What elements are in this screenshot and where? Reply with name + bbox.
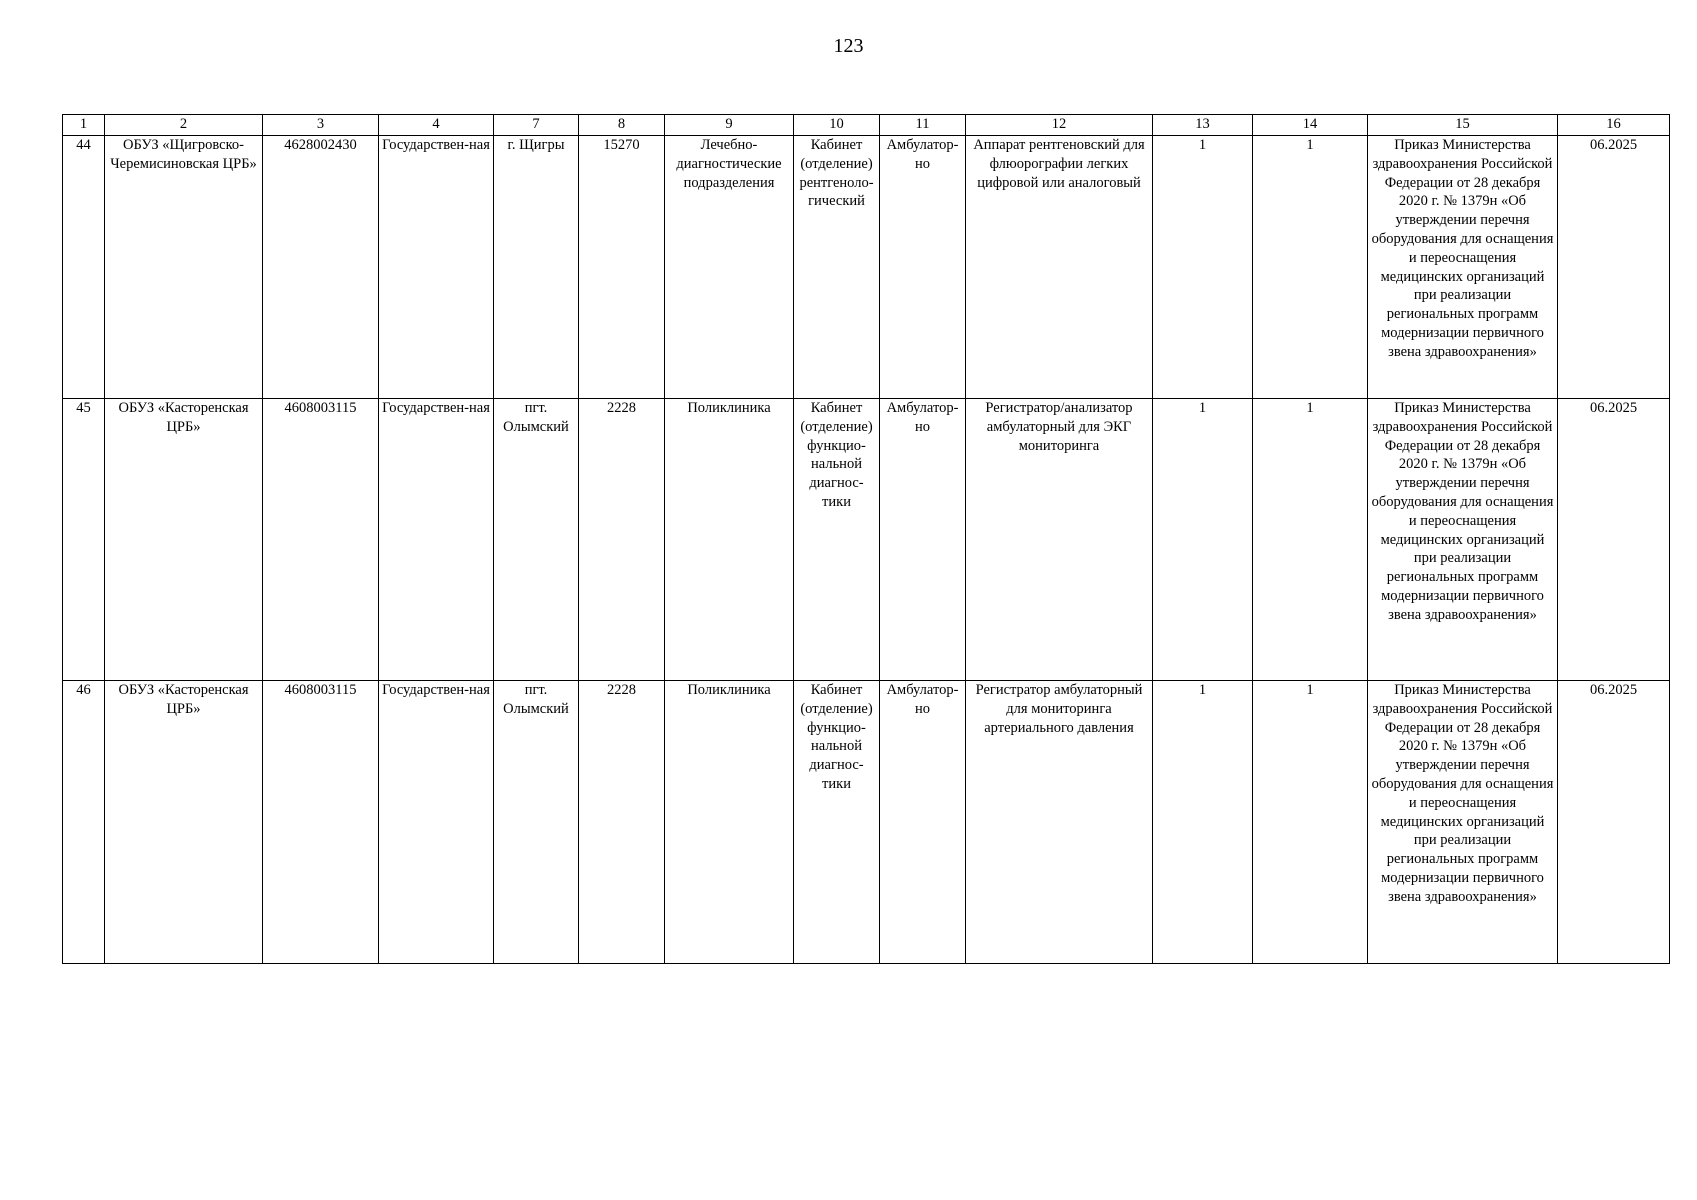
equipment-cell: Регистратор амбулаторный для мониторинга артериального давления: [966, 681, 1153, 964]
inn-cell: 4608003115: [263, 681, 379, 964]
ownership-cell: Государствен-ная: [379, 681, 494, 964]
organization-cell: ОБУЗ «Щигровско-Черемисиновская ЦРБ»: [105, 136, 263, 399]
header-row: [63, 115, 1670, 136]
subdivision-cell: Лечебно-диагностические подразделения: [665, 136, 794, 399]
population-cell: 2228: [579, 681, 665, 964]
care-type-cell: Амбулатор-но: [880, 136, 966, 399]
locality-cell: г. Щигры: [494, 136, 579, 399]
deadline-cell: 06.2025: [1558, 681, 1670, 964]
column-header: 3: [263, 115, 379, 136]
table-row: [63, 399, 1670, 681]
basis-cell: Приказ Министерства здравоохранения Российской Федерации от 28 декабря 2020 г. № 1379н «Об утверждении перечня оборудования для оснащения и переоснащения медицинских организаций при реализации региональных программ модернизации первичного звена здравоохранения»: [1368, 136, 1558, 399]
deadline-cell: 06.2025: [1558, 399, 1670, 681]
inn-cell: 4608003115: [263, 399, 379, 681]
column-header: 2: [105, 115, 263, 136]
column-header: 1: [63, 115, 105, 136]
column-header: 11: [880, 115, 966, 136]
deadline-cell: 06.2025: [1558, 136, 1670, 399]
organization-cell: ОБУЗ «Касторенская ЦРБ»: [105, 399, 263, 681]
equipment-table: [62, 114, 1670, 964]
equipment-cell: Аппарат рентгеновский для флюорографии легких цифровой или аналоговый: [966, 136, 1153, 399]
population-cell: 15270: [579, 136, 665, 399]
equipment-cell: Регистратор/анализатор амбулаторный для ЭКГ мониторинга: [966, 399, 1153, 681]
column-header: 15: [1368, 115, 1558, 136]
row-number: 45: [63, 399, 105, 681]
page-number: 123: [833, 35, 864, 57]
locality-cell: пгт. Олымский: [494, 681, 579, 964]
basis-cell: Приказ Министерства здравоохранения Российской Федерации от 28 декабря 2020 г. № 1379н «Об утверждении перечня оборудования для оснащения и переоснащения медицинских организаций при реализации региональных программ модернизации первичного звена здравоохранения»: [1368, 681, 1558, 964]
row-number: 46: [63, 681, 105, 964]
column-header: 16: [1558, 115, 1670, 136]
column-header: 9: [665, 115, 794, 136]
quantity-cell: 1: [1253, 681, 1368, 964]
ownership-cell: Государствен-ная: [379, 399, 494, 681]
organization-cell: ОБУЗ «Касторенская ЦРБ»: [105, 681, 263, 964]
column-header: 14: [1253, 115, 1368, 136]
inn-cell: 4628002430: [263, 136, 379, 399]
ownership-cell: Государствен-ная: [379, 136, 494, 399]
cabinet-cell: Кабинет (отделение) рентгеноло-гический: [794, 136, 880, 399]
subdivision-cell: Поликлиника: [665, 399, 794, 681]
column-header: 12: [966, 115, 1153, 136]
table-row: [63, 681, 1670, 964]
population-cell: 2228: [579, 399, 665, 681]
row-number: 44: [63, 136, 105, 399]
quantity-cell: 1: [1153, 681, 1253, 964]
care-type-cell: Амбулатор-но: [880, 681, 966, 964]
column-header: 13: [1153, 115, 1253, 136]
quantity-cell: 1: [1253, 399, 1368, 681]
column-header: 4: [379, 115, 494, 136]
table-row: [63, 136, 1670, 399]
column-header: 8: [579, 115, 665, 136]
quantity-cell: 1: [1153, 136, 1253, 399]
column-header: 7: [494, 115, 579, 136]
locality-cell: пгт. Олымский: [494, 399, 579, 681]
quantity-cell: 1: [1153, 399, 1253, 681]
quantity-cell: 1: [1253, 136, 1368, 399]
basis-cell: Приказ Министерства здравоохранения Российской Федерации от 28 декабря 2020 г. № 1379н «Об утверждении перечня оборудования для оснащения и переоснащения медицинских организаций при реализации региональных программ модернизации первичного звена здравоохранения»: [1368, 399, 1558, 681]
cabinet-cell: Кабинет (отделение) функцио-нальной диагнос-тики: [794, 399, 880, 681]
care-type-cell: Амбулатор-но: [880, 399, 966, 681]
subdivision-cell: Поликлиника: [665, 681, 794, 964]
cabinet-cell: Кабинет (отделение) функцио-нальной диагнос-тики: [794, 681, 880, 964]
column-header: 10: [794, 115, 880, 136]
